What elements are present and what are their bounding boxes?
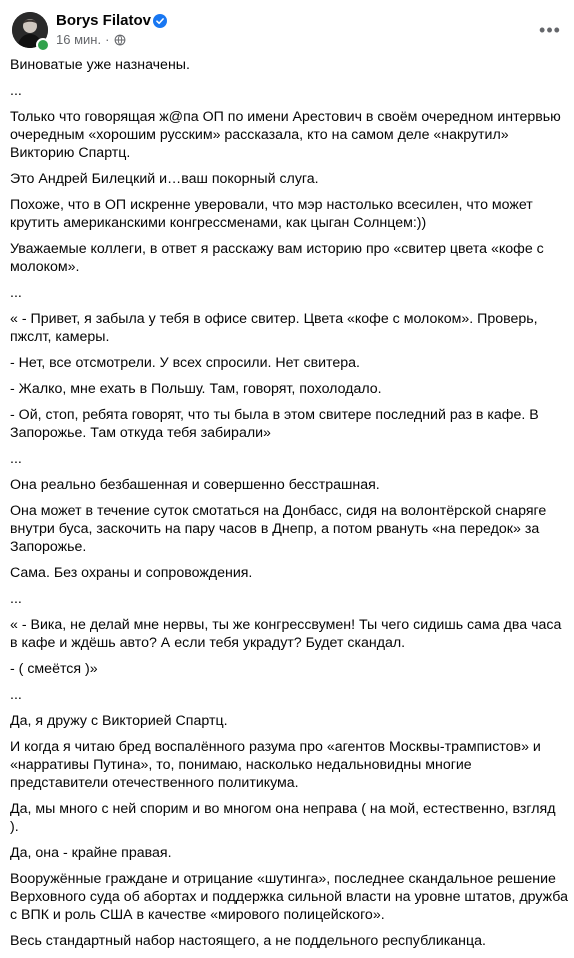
post-paragraph: И когда я читаю бред воспалённого разума про «агентов Москвы-трампистов» и «нарративы Путина», то, понимаю, насколько недальновидны многие представители отечественного политикума. (10, 739, 541, 791)
online-status-dot (36, 38, 50, 52)
post-paragraph: Похоже, что в ОП искренне уверовали, что мэр настолько всесилен, что может крутить американскими конгрессменами, как цыган Солнцем:)) (10, 197, 533, 231)
post-paragraph: Да, она - крайне правая. (10, 845, 172, 861)
post-paragraph: Сама. Без охраны и сопровождения. (10, 565, 253, 581)
post-paragraph: Только что говорящая ж@па ОП по имени Арестович в своём очередном интервью очередным «хорошим русским» рассказала, кто на самом деле «накрутил» Викторию Спартц. (10, 109, 561, 161)
post-paragraph: - ( смеётся )» (10, 661, 98, 677)
author-name[interactable]: Borys Filatov (56, 12, 152, 29)
post-paragraph: Уважаемые коллеги, в ответ я расскажу вам историю про «свитер цвета «кофе с молоком». (10, 241, 544, 275)
post-meta (56, 32, 126, 47)
verified-badge-icon (153, 14, 167, 28)
post-paragraph: ... (10, 591, 22, 607)
post-paragraph: Это Андрей Билецкий и…ваш покорный слуга. (10, 171, 319, 187)
globe-icon[interactable] (114, 34, 126, 46)
post-paragraph: Да, мы много с ней спорим и во многом она неправа ( на мой, естественно, взгляд ). (10, 801, 556, 835)
post-paragraph: « - Вика, не делай мне нервы, ты же конгрессвумен! Ты чего сидишь сама два часа в кафе и ждёшь авто? А если тебя украдут? Будет скандал. (10, 617, 562, 651)
post-text (10, 56, 568, 958)
post-paragraph: - Ой, стоп, ребята говорят, что ты была в этом свитере последний раз в кафе. В Запорожье. Там откуда тебя забирали» (10, 407, 539, 441)
meta-separator: · (105, 32, 110, 47)
post-paragraph: - Жалко, мне ехать в Польшу. Там, говорят, похолодало. (10, 381, 382, 397)
post-paragraph: ... (10, 687, 22, 703)
post-paragraph: ... (10, 83, 22, 99)
post-paragraph: Она может в течение суток смотаться на Донбасс, сидя на волонтёрской снаряге внутри буса, заскочить на пару часов в Днепр, а потом рвануть «на передок» за Запорожье. (10, 503, 547, 555)
post-header (0, 0, 574, 56)
post-paragraph: « - Привет, я забыла у тебя в офисе свитер. Цвета «кофе с молоком». Проверь, пжслт, камеры. (10, 311, 538, 345)
post-paragraph: ... (10, 285, 22, 301)
more-options-button[interactable] (536, 16, 564, 44)
post-paragraph: ... (10, 451, 22, 467)
post-paragraph: Да, я дружу с Викторией Спартц. (10, 713, 228, 729)
post-paragraph: Виноватые уже назначены. (10, 57, 190, 73)
post-paragraph: Вооружённые граждане и отрицание «шутинга», последнее скандальное решение Верховного суда об абортах и поддержка сильной власти на уровне штатов, дружба с ВПК и роль США в качестве «мирового полицейского». (10, 871, 568, 923)
post-paragraph: Она реально безбашенная и совершенно бесстрашная. (10, 477, 380, 493)
post-paragraph: - Нет, все отсмотрели. У всех спросили. Нет свитера. (10, 355, 360, 371)
more-options-icon: ••• (539, 19, 561, 40)
post-timestamp[interactable]: 16 мин. (56, 32, 102, 47)
post-paragraph: Весь стандартный набор настоящего, а не поддельного республиканца. (10, 933, 486, 949)
